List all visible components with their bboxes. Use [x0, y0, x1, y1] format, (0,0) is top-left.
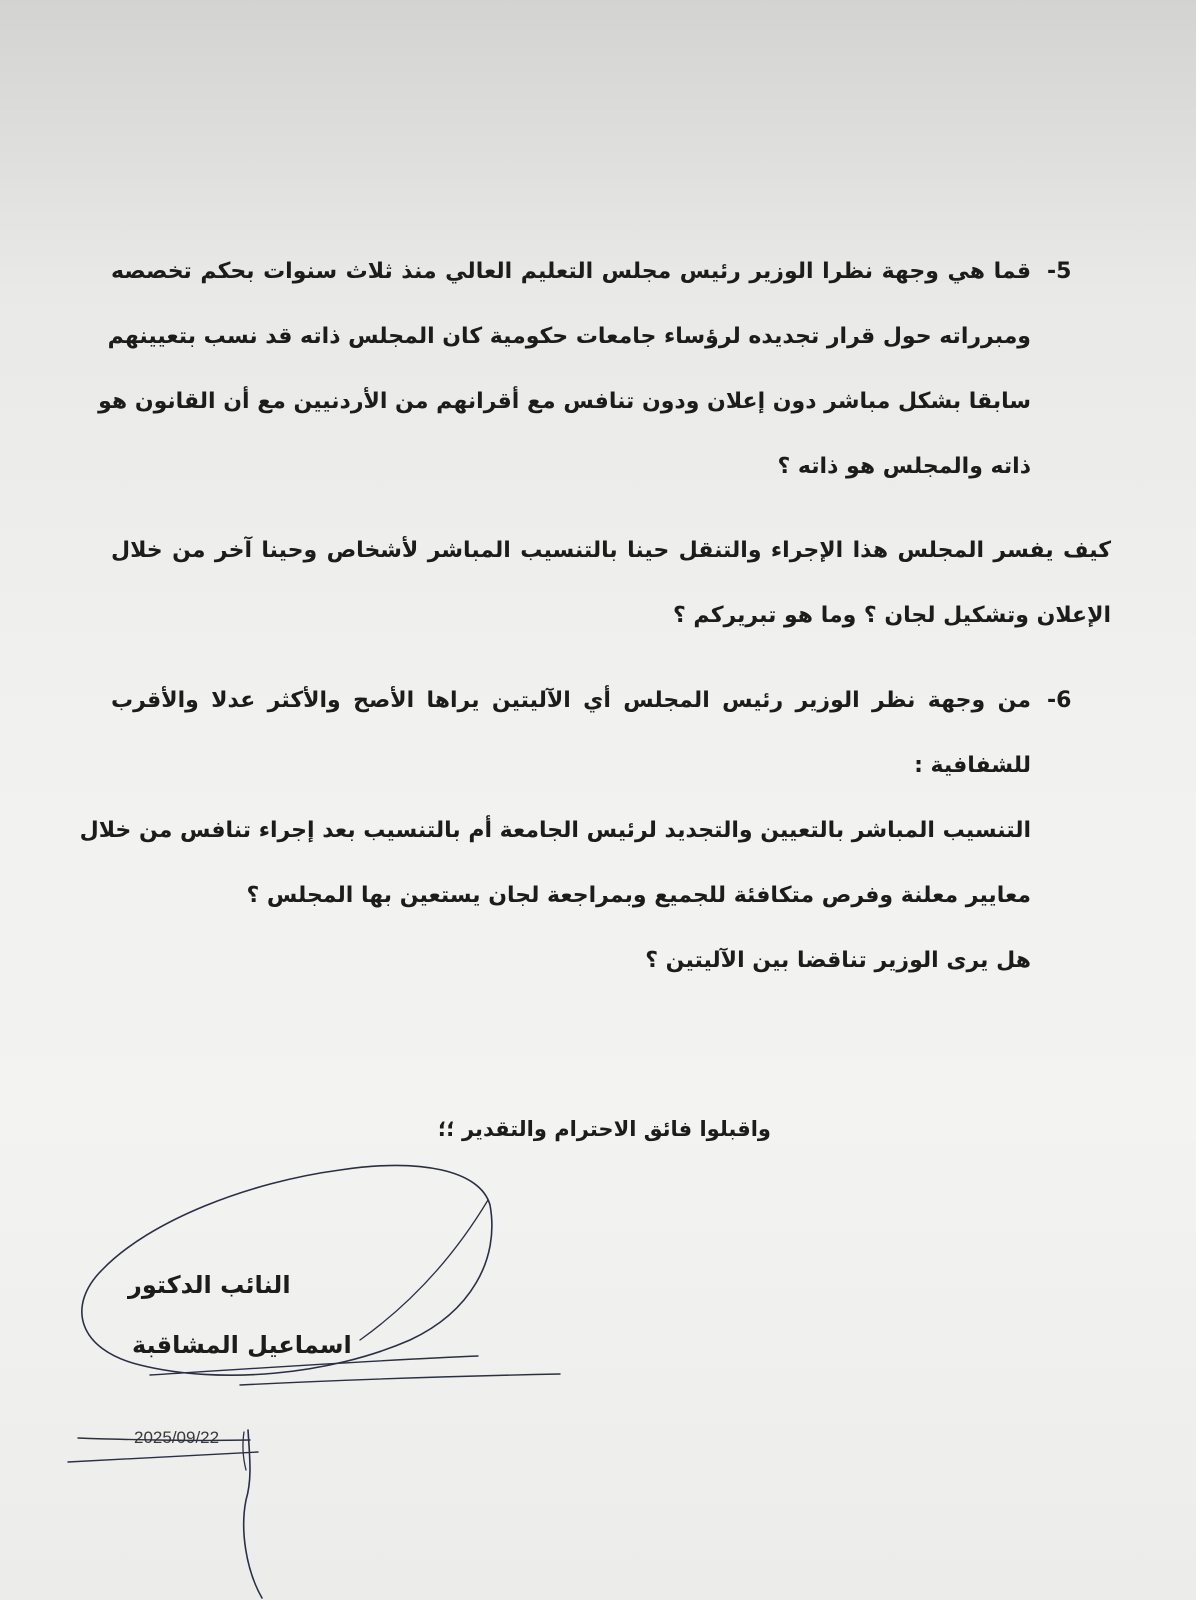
question-6-option-line-2: معايير معلنة وفرص متكافئة للجميع وبمراجعة لجان يستعين بها المجلس ؟: [246, 883, 1031, 908]
question-5-line-1: قما هي وجهة نظرا الوزير رئيس مجلس التعليم العالي منذ ثلاث سنوات بحكم تخصصه: [111, 259, 1031, 284]
question-5-line-3: سابقا بشكل مباشر دون إعلان ودون تنافس مع أقرانهم من الأردنيين مع أن القانون هو: [98, 389, 1031, 414]
question-6-line-2: للشفافية :: [914, 753, 1031, 778]
question-5-line-4: ذاته والمجلس هو ذاته ؟: [777, 454, 1031, 479]
question-5-followup-line-1: كيف يفسر المجلس هذا الإجراء والتنقل حينا بالتنسيب المباشر لأشخاص وحينا آخر من خلال: [111, 538, 1111, 563]
question-6-number: -6: [1047, 688, 1072, 713]
question-5-line-2: ومبرراته حول قرار تجديده لرؤساء جامعات حكومية كان المجلس ذاته قد نسب بتعيينهم: [107, 324, 1031, 349]
question-6-line-1: من وجهة نظر الوزير رئيس المجلس أي الآليتين يراها الأصح والأكثر عدلا والأقرب: [111, 688, 1031, 713]
question-6-final: هل يرى الوزير تناقضا بين الآليتين ؟: [645, 948, 1031, 973]
question-5-number: -5: [1047, 259, 1072, 284]
signature-title: النائب الدكتور: [128, 1271, 291, 1299]
question-5-followup-line-2: الإعلان وتشكيل لجان ؟ وما هو تبريركم ؟: [673, 603, 1111, 628]
closing-salutation: واقبلوا فائق الاحترام والتقدير ؛؛: [437, 1117, 771, 1141]
question-6-option-line-1: التنسيب المباشر بالتعيين والتجديد لرئيس الجامعة أم بالتنسيب بعد إجراء تنافس من خلال: [79, 818, 1031, 843]
signature-date: 2025/09/22: [134, 1428, 220, 1447]
signature-name: اسماعيل المشاقبة: [132, 1331, 352, 1359]
